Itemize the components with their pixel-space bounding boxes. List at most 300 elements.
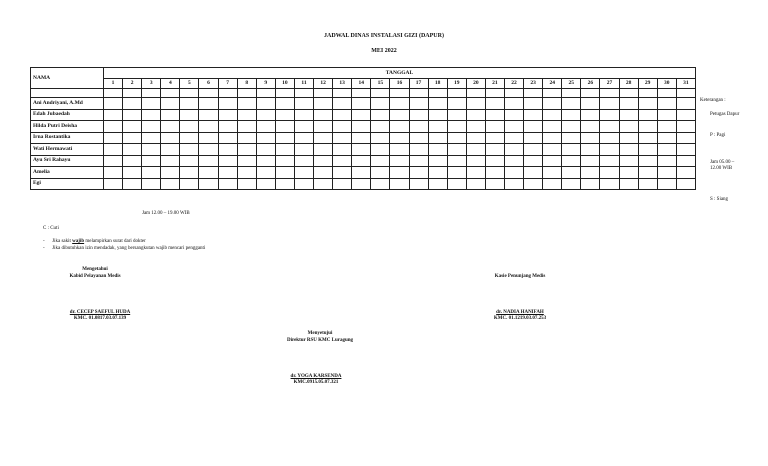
shift-cell[interactable] <box>314 155 333 167</box>
note-text: melampirkan surat dari dokter <box>84 239 146 244</box>
shift-cell[interactable] <box>600 144 619 156</box>
shift-cell[interactable] <box>504 178 523 190</box>
shift-cell[interactable] <box>294 155 313 167</box>
shift-cell[interactable] <box>562 167 581 179</box>
shift-cell[interactable] <box>428 98 447 110</box>
shift-cell[interactable] <box>543 144 562 156</box>
shift-cell[interactable] <box>256 121 275 133</box>
shift-cell[interactable] <box>466 167 485 179</box>
shift-cell[interactable] <box>428 132 447 144</box>
note-cuti: C : Cuti <box>43 226 59 231</box>
shift-cell[interactable] <box>447 98 466 110</box>
shift-cell[interactable] <box>638 98 657 110</box>
shift-cell[interactable] <box>180 109 199 121</box>
shift-cell[interactable] <box>619 132 638 144</box>
shift-cell[interactable] <box>676 167 695 179</box>
shift-cell[interactable] <box>199 109 218 121</box>
shift-cell[interactable] <box>199 98 218 110</box>
shift-cell[interactable] <box>524 155 543 167</box>
empty-cell <box>676 89 695 98</box>
shift-cell[interactable] <box>390 178 409 190</box>
empty-cell <box>142 89 161 98</box>
shift-cell[interactable] <box>294 167 313 179</box>
shift-cell[interactable] <box>333 98 352 110</box>
shift-cell[interactable] <box>104 178 123 190</box>
shift-cell[interactable] <box>676 98 695 110</box>
shift-cell[interactable] <box>676 109 695 121</box>
shift-cell[interactable] <box>161 109 180 121</box>
shift-cell[interactable] <box>657 155 676 167</box>
shift-cell[interactable] <box>371 121 390 133</box>
empty-cell <box>562 89 581 98</box>
shift-cell[interactable] <box>333 155 352 167</box>
staff-name: Hilda Putri Deisha <box>31 121 104 133</box>
shift-cell[interactable] <box>142 155 161 167</box>
day-header: 5 <box>180 79 199 89</box>
shift-cell[interactable] <box>600 109 619 121</box>
shift-cell[interactable] <box>428 144 447 156</box>
empty-cell <box>485 89 504 98</box>
shift-cell[interactable] <box>409 98 428 110</box>
shift-cell[interactable] <box>352 98 371 110</box>
shift-cell[interactable] <box>657 121 676 133</box>
day-header: 27 <box>600 79 619 89</box>
shift-cell[interactable] <box>485 178 504 190</box>
shift-cell[interactable] <box>466 155 485 167</box>
shift-cell[interactable] <box>543 121 562 133</box>
shift-cell[interactable] <box>371 144 390 156</box>
shift-cell[interactable] <box>638 109 657 121</box>
shift-cell[interactable] <box>199 144 218 156</box>
shift-cell[interactable] <box>352 155 371 167</box>
shift-cell[interactable] <box>104 109 123 121</box>
shift-cell[interactable] <box>581 178 600 190</box>
shift-cell[interactable] <box>390 144 409 156</box>
shift-cell[interactable] <box>352 178 371 190</box>
day-header: 30 <box>657 79 676 89</box>
shift-cell[interactable] <box>161 155 180 167</box>
shift-cell[interactable] <box>275 178 294 190</box>
shift-cell[interactable] <box>256 144 275 156</box>
shift-cell[interactable] <box>123 144 142 156</box>
shift-cell[interactable] <box>142 109 161 121</box>
shift-cell[interactable] <box>161 121 180 133</box>
shift-cell[interactable] <box>428 155 447 167</box>
shift-cell[interactable] <box>409 167 428 179</box>
day-header: 20 <box>466 79 485 89</box>
shift-cell[interactable] <box>314 109 333 121</box>
shift-cell[interactable] <box>485 144 504 156</box>
legend-jam-siang: Jam 12.00 – 19.00 WIB <box>142 211 190 216</box>
shift-cell[interactable] <box>428 109 447 121</box>
shift-cell[interactable] <box>352 121 371 133</box>
shift-cell[interactable] <box>447 121 466 133</box>
table-row <box>31 98 696 110</box>
shift-cell[interactable] <box>123 132 142 144</box>
shift-cell[interactable] <box>275 109 294 121</box>
shift-cell[interactable] <box>161 132 180 144</box>
shift-cell[interactable] <box>390 98 409 110</box>
shift-cell[interactable] <box>180 167 199 179</box>
shift-cell[interactable] <box>428 121 447 133</box>
shift-cell[interactable] <box>447 109 466 121</box>
shift-cell[interactable] <box>218 144 237 156</box>
shift-cell[interactable] <box>638 121 657 133</box>
shift-cell[interactable] <box>237 144 256 156</box>
empty-cell <box>524 89 543 98</box>
empty-cell <box>409 89 428 98</box>
shift-cell[interactable] <box>581 98 600 110</box>
day-header: 24 <box>543 79 562 89</box>
shift-cell[interactable] <box>199 132 218 144</box>
shift-cell[interactable] <box>333 144 352 156</box>
shift-cell[interactable] <box>466 98 485 110</box>
shift-cell[interactable] <box>218 132 237 144</box>
empty-cell <box>104 89 123 98</box>
shift-cell[interactable] <box>142 98 161 110</box>
shift-cell[interactable] <box>409 144 428 156</box>
day-header: 4 <box>161 79 180 89</box>
shift-cell[interactable] <box>104 132 123 144</box>
shift-cell[interactable] <box>390 121 409 133</box>
legend-jam-pagi: Jam 05.00 – 12.00 WIB <box>710 160 735 171</box>
shift-cell[interactable] <box>504 132 523 144</box>
shift-cell[interactable] <box>657 132 676 144</box>
shift-cell[interactable] <box>676 144 695 156</box>
shift-cell[interactable] <box>466 132 485 144</box>
shift-cell[interactable] <box>218 109 237 121</box>
sig-right-role: Kasie Penunjang Medis <box>494 274 546 279</box>
shift-cell[interactable] <box>352 144 371 156</box>
shift-cell[interactable] <box>581 144 600 156</box>
empty-cell <box>199 89 218 98</box>
shift-cell[interactable] <box>371 132 390 144</box>
shift-cell[interactable] <box>123 109 142 121</box>
shift-cell[interactable] <box>237 121 256 133</box>
table-row <box>31 155 696 167</box>
shift-cell[interactable] <box>371 109 390 121</box>
shift-cell[interactable] <box>504 155 523 167</box>
table-row <box>31 144 696 156</box>
shift-cell[interactable] <box>161 178 180 190</box>
shift-cell[interactable] <box>657 178 676 190</box>
shift-cell[interactable] <box>314 121 333 133</box>
shift-cell[interactable] <box>218 178 237 190</box>
shift-cell[interactable] <box>142 178 161 190</box>
shift-cell[interactable] <box>466 109 485 121</box>
shift-cell[interactable] <box>275 167 294 179</box>
shift-cell[interactable] <box>333 167 352 179</box>
shift-cell[interactable] <box>619 178 638 190</box>
shift-cell[interactable] <box>218 167 237 179</box>
table-row <box>31 167 696 179</box>
shift-cell[interactable] <box>294 132 313 144</box>
shift-cell[interactable] <box>142 121 161 133</box>
shift-cell[interactable] <box>524 121 543 133</box>
shift-cell[interactable] <box>485 121 504 133</box>
shift-cell[interactable] <box>199 178 218 190</box>
shift-cell[interactable] <box>123 98 142 110</box>
empty-cell <box>180 89 199 98</box>
shift-cell[interactable] <box>123 121 142 133</box>
shift-cell[interactable] <box>352 167 371 179</box>
shift-cell[interactable] <box>237 98 256 110</box>
shift-cell[interactable] <box>314 167 333 179</box>
shift-cell[interactable] <box>524 98 543 110</box>
shift-cell[interactable] <box>256 178 275 190</box>
shift-cell[interactable] <box>371 155 390 167</box>
empty-cell <box>333 89 352 98</box>
sig-center-role: Direktur RSU KMC Luragung <box>286 338 354 343</box>
empty-cell <box>352 89 371 98</box>
empty-cell <box>581 89 600 98</box>
shift-cell[interactable] <box>256 132 275 144</box>
shift-cell[interactable] <box>333 121 352 133</box>
shift-cell[interactable] <box>447 178 466 190</box>
shift-cell[interactable] <box>371 98 390 110</box>
shift-cell[interactable] <box>657 144 676 156</box>
shift-cell[interactable] <box>314 98 333 110</box>
shift-cell[interactable] <box>600 155 619 167</box>
shift-cell[interactable] <box>218 98 237 110</box>
shift-cell[interactable] <box>371 167 390 179</box>
shift-cell[interactable] <box>314 144 333 156</box>
shift-cell[interactable] <box>600 98 619 110</box>
shift-cell[interactable] <box>409 109 428 121</box>
day-header: 19 <box>447 79 466 89</box>
shift-cell[interactable] <box>504 98 523 110</box>
shift-cell[interactable] <box>562 178 581 190</box>
shift-cell[interactable] <box>256 155 275 167</box>
day-header: 13 <box>333 79 352 89</box>
shift-cell[interactable] <box>581 121 600 133</box>
shift-cell[interactable] <box>275 155 294 167</box>
shift-cell[interactable] <box>123 155 142 167</box>
shift-cell[interactable] <box>619 167 638 179</box>
shift-cell[interactable] <box>600 178 619 190</box>
shift-cell[interactable] <box>275 144 294 156</box>
shift-cell[interactable] <box>581 167 600 179</box>
shift-cell[interactable] <box>199 155 218 167</box>
empty-cell <box>161 89 180 98</box>
shift-cell[interactable] <box>562 98 581 110</box>
shift-cell[interactable] <box>485 132 504 144</box>
shift-cell[interactable] <box>524 178 543 190</box>
shift-cell[interactable] <box>504 109 523 121</box>
shift-cell[interactable] <box>485 155 504 167</box>
legend-keterangan: Keterangan : <box>700 98 726 103</box>
shift-cell[interactable] <box>524 167 543 179</box>
shift-cell[interactable] <box>447 155 466 167</box>
shift-cell[interactable] <box>237 167 256 179</box>
shift-cell[interactable] <box>218 155 237 167</box>
shift-cell[interactable] <box>676 121 695 133</box>
shift-cell[interactable] <box>199 167 218 179</box>
shift-cell[interactable] <box>390 167 409 179</box>
shift-cell[interactable] <box>161 98 180 110</box>
shift-cell[interactable] <box>657 109 676 121</box>
shift-cell[interactable] <box>199 121 218 133</box>
shift-cell[interactable] <box>123 167 142 179</box>
shift-cell[interactable] <box>504 167 523 179</box>
shift-cell[interactable] <box>104 98 123 110</box>
shift-cell[interactable] <box>619 155 638 167</box>
shift-cell[interactable] <box>333 132 352 144</box>
shift-cell[interactable] <box>180 121 199 133</box>
shift-cell[interactable] <box>638 178 657 190</box>
shift-cell[interactable] <box>275 132 294 144</box>
shift-cell[interactable] <box>600 121 619 133</box>
shift-cell[interactable] <box>237 132 256 144</box>
shift-cell[interactable] <box>294 121 313 133</box>
shift-cell[interactable] <box>543 98 562 110</box>
shift-cell[interactable] <box>466 178 485 190</box>
shift-cell[interactable] <box>409 178 428 190</box>
day-header: 12 <box>314 79 333 89</box>
empty-cell <box>504 89 523 98</box>
shift-cell[interactable] <box>619 121 638 133</box>
sig-left-role: Kabid Pelayanan Medis <box>69 274 121 279</box>
bullet: - <box>43 246 45 251</box>
shift-cell[interactable] <box>180 98 199 110</box>
shift-cell[interactable] <box>237 155 256 167</box>
shift-cell[interactable] <box>600 167 619 179</box>
shift-cell[interactable] <box>142 144 161 156</box>
shift-cell[interactable] <box>142 167 161 179</box>
shift-cell[interactable] <box>218 121 237 133</box>
shift-cell[interactable] <box>562 109 581 121</box>
shift-cell[interactable] <box>619 144 638 156</box>
shift-cell[interactable] <box>352 109 371 121</box>
shift-cell[interactable] <box>581 109 600 121</box>
shift-cell[interactable] <box>275 98 294 110</box>
day-header: 29 <box>638 79 657 89</box>
sig-center-top: Menyetujui <box>307 331 333 336</box>
shift-cell[interactable] <box>390 132 409 144</box>
staff-name: Ayu Sri Rahayu <box>31 155 104 167</box>
shift-cell[interactable] <box>256 167 275 179</box>
shift-cell[interactable] <box>256 98 275 110</box>
shift-cell[interactable] <box>333 178 352 190</box>
shift-cell[interactable] <box>294 178 313 190</box>
shift-cell[interactable] <box>294 98 313 110</box>
shift-cell[interactable] <box>638 155 657 167</box>
shift-cell[interactable] <box>543 109 562 121</box>
shift-cell[interactable] <box>676 178 695 190</box>
empty-cell <box>31 89 104 98</box>
shift-cell[interactable] <box>638 144 657 156</box>
shift-cell[interactable] <box>409 155 428 167</box>
shift-cell[interactable] <box>180 144 199 156</box>
shift-cell[interactable] <box>562 144 581 156</box>
shift-cell[interactable] <box>562 132 581 144</box>
shift-cell[interactable] <box>543 155 562 167</box>
shift-cell[interactable] <box>104 155 123 167</box>
shift-cell[interactable] <box>314 132 333 144</box>
shift-cell[interactable] <box>562 155 581 167</box>
shift-cell[interactable] <box>390 109 409 121</box>
shift-cell[interactable] <box>180 178 199 190</box>
shift-cell[interactable] <box>123 178 142 190</box>
shift-cell[interactable] <box>676 155 695 167</box>
shift-cell[interactable] <box>619 109 638 121</box>
shift-cell[interactable] <box>409 132 428 144</box>
shift-cell[interactable] <box>638 132 657 144</box>
shift-cell[interactable] <box>524 109 543 121</box>
shift-cell[interactable] <box>104 144 123 156</box>
shift-cell[interactable] <box>504 121 523 133</box>
shift-cell[interactable] <box>104 167 123 179</box>
shift-cell[interactable] <box>543 132 562 144</box>
shift-cell[interactable] <box>657 98 676 110</box>
shift-cell[interactable] <box>447 167 466 179</box>
shift-cell[interactable] <box>543 167 562 179</box>
shift-cell[interactable] <box>237 178 256 190</box>
staff-name: Wati Hermawati <box>31 144 104 156</box>
note-emphasis: wajib <box>72 239 85 244</box>
shift-cell[interactable] <box>504 144 523 156</box>
shift-cell[interactable] <box>256 109 275 121</box>
shift-cell[interactable] <box>524 132 543 144</box>
sig-left-name: dr. CECEP SAEFUL HUDA <box>69 310 131 315</box>
shift-cell[interactable] <box>657 167 676 179</box>
empty-cell <box>256 89 275 98</box>
empty-cell <box>619 89 638 98</box>
shift-cell[interactable] <box>104 121 123 133</box>
shift-cell[interactable] <box>428 178 447 190</box>
empty-cell <box>275 89 294 98</box>
shift-cell[interactable] <box>466 121 485 133</box>
shift-cell[interactable] <box>619 98 638 110</box>
shift-cell[interactable] <box>371 178 390 190</box>
shift-cell[interactable] <box>390 155 409 167</box>
shift-cell[interactable] <box>314 178 333 190</box>
shift-cell[interactable] <box>676 132 695 144</box>
shift-cell[interactable] <box>352 132 371 144</box>
shift-cell[interactable] <box>142 132 161 144</box>
legend-pagi: P : Pagi <box>710 133 726 138</box>
shift-cell[interactable] <box>180 132 199 144</box>
shift-cell[interactable] <box>447 132 466 144</box>
shift-cell[interactable] <box>562 121 581 133</box>
shift-cell[interactable] <box>294 109 313 121</box>
shift-cell[interactable] <box>543 178 562 190</box>
shift-cell[interactable] <box>275 121 294 133</box>
shift-cell[interactable] <box>485 167 504 179</box>
shift-cell[interactable] <box>237 109 256 121</box>
shift-cell[interactable] <box>524 144 543 156</box>
shift-cell[interactable] <box>428 167 447 179</box>
shift-cell[interactable] <box>161 167 180 179</box>
shift-cell[interactable] <box>485 109 504 121</box>
shift-cell[interactable] <box>180 155 199 167</box>
shift-cell[interactable] <box>409 121 428 133</box>
day-header: 25 <box>562 79 581 89</box>
shift-cell[interactable] <box>600 132 619 144</box>
shift-cell[interactable] <box>161 144 180 156</box>
shift-cell[interactable] <box>581 132 600 144</box>
shift-cell[interactable] <box>294 144 313 156</box>
day-header: 14 <box>352 79 371 89</box>
shift-cell[interactable] <box>447 144 466 156</box>
shift-cell[interactable] <box>333 109 352 121</box>
empty-cell <box>294 89 313 98</box>
shift-cell[interactable] <box>638 167 657 179</box>
shift-cell[interactable] <box>581 155 600 167</box>
day-header: 2 <box>123 79 142 89</box>
shift-cell[interactable] <box>466 144 485 156</box>
shift-cell[interactable] <box>485 98 504 110</box>
